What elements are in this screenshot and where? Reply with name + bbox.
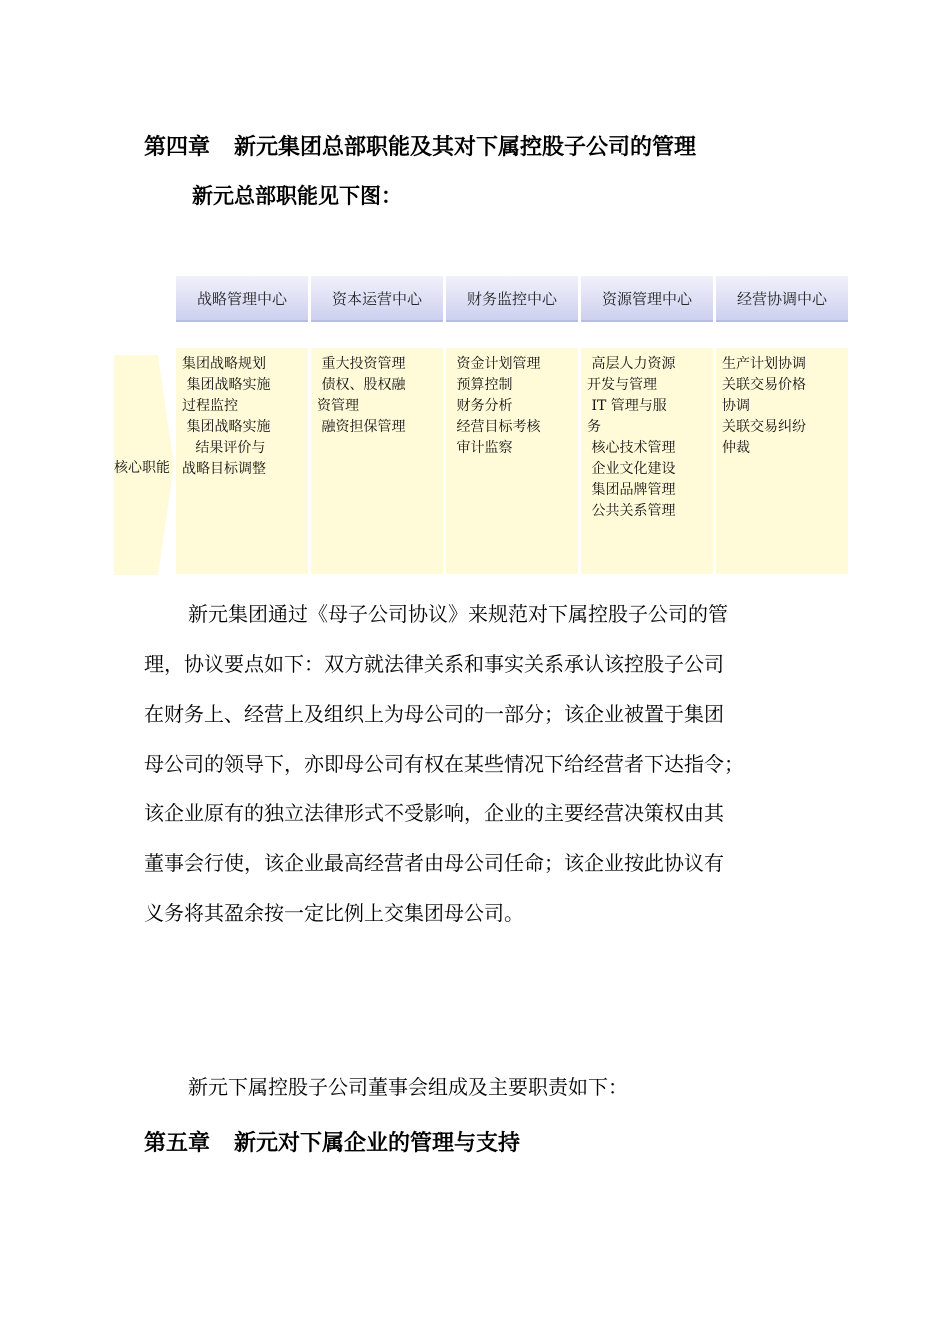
function-item: 过程监控 <box>182 398 238 414</box>
function-item: 资管理 <box>317 398 359 414</box>
function-item: 集团战略实施 <box>182 377 271 393</box>
function-item: 关联交易纠纷 <box>722 419 806 435</box>
function-item: 财务分析 <box>452 398 513 414</box>
function-item: 高层人力资源 <box>587 356 676 372</box>
function-column-strategy <box>176 348 308 574</box>
function-item: 仲裁 <box>722 440 750 456</box>
function-item: 结果评价与 <box>182 440 266 456</box>
paragraph-line: 董事会行使，该企业最高经营者由母公司任命；该企业按此协议有 <box>144 851 724 875</box>
function-item: 债权、股权融 <box>317 377 406 393</box>
function-item: 集团品牌管理 <box>587 482 676 498</box>
paragraph-line: 义务将其盈余按一定比例上交集团母公司。 <box>144 901 524 925</box>
function-item: 集团战略规划 <box>182 356 266 372</box>
core-function-label: 核心职能 <box>114 460 170 476</box>
function-item: 经营目标考核 <box>452 419 541 435</box>
function-item: 企业文化建设 <box>587 461 676 477</box>
diagram-intro: 新元总部职能见下图： <box>192 184 402 208</box>
chapter-4-title: 新元集团总部职能及其对下属控股子公司的管理 <box>234 135 697 160</box>
paragraph-line: 该企业原有的独立法律形式不受影响，企业的主要经营决策权由其 <box>144 801 724 825</box>
function-item: 务 <box>587 419 601 435</box>
function-item: 公共关系管理 <box>587 503 676 519</box>
function-item: 融资担保管理 <box>317 419 406 435</box>
function-column-finance <box>446 348 578 574</box>
chapter-5-title: 新元对下属企业的管理与支持 <box>234 1131 521 1156</box>
center-header-strategy: 战略管理中心 <box>176 276 308 322</box>
center-header-operations: 经营协调中心 <box>716 276 848 322</box>
function-item: 审计监察 <box>452 440 513 456</box>
board-intro: 新元下属控股子公司董事会组成及主要职责如下： <box>188 1075 628 1099</box>
function-column-resources <box>581 348 713 574</box>
function-item: IT 管理与服 <box>587 398 667 414</box>
function-item: 战略目标调整 <box>182 461 266 477</box>
center-header-finance: 财务监控中心 <box>446 276 578 322</box>
paragraph-line: 新元集团通过《母子公司协议》来规范对下属控股子公司的管 <box>188 602 728 626</box>
chapter-5-label: 第五章 <box>144 1131 211 1156</box>
center-header-resources: 资源管理中心 <box>581 276 713 322</box>
function-item: 关联交易价格 <box>722 377 806 393</box>
chapter-5-heading <box>144 1126 520 1157</box>
function-item: 核心技术管理 <box>587 440 676 456</box>
function-item: 生产计划协调 <box>722 356 806 372</box>
function-column-operations <box>716 348 848 574</box>
function-item: 协调 <box>722 398 750 414</box>
function-column-capital <box>311 348 443 574</box>
function-item: 预算控制 <box>452 377 513 393</box>
chapter-4-label: 第四章 <box>144 135 211 160</box>
function-item: 资金计划管理 <box>452 356 541 372</box>
paragraph-line: 理，协议要点如下：双方就法律关系和事实关系承认该控股子公司 <box>144 652 724 676</box>
paragraph-line: 在财务上、经营上及组织上为母公司的一部分；该企业被置于集团 <box>144 702 724 726</box>
function-item: 重大投资管理 <box>317 356 406 372</box>
function-item: 集团战略实施 <box>182 419 271 435</box>
chapter-4-heading <box>144 130 696 161</box>
paragraph-line: 母公司的领导下，亦即母公司有权在某些情况下给经营者下达指令； <box>144 752 744 776</box>
center-header-capital: 资本运营中心 <box>311 276 443 322</box>
function-item: 开发与管理 <box>587 377 657 393</box>
